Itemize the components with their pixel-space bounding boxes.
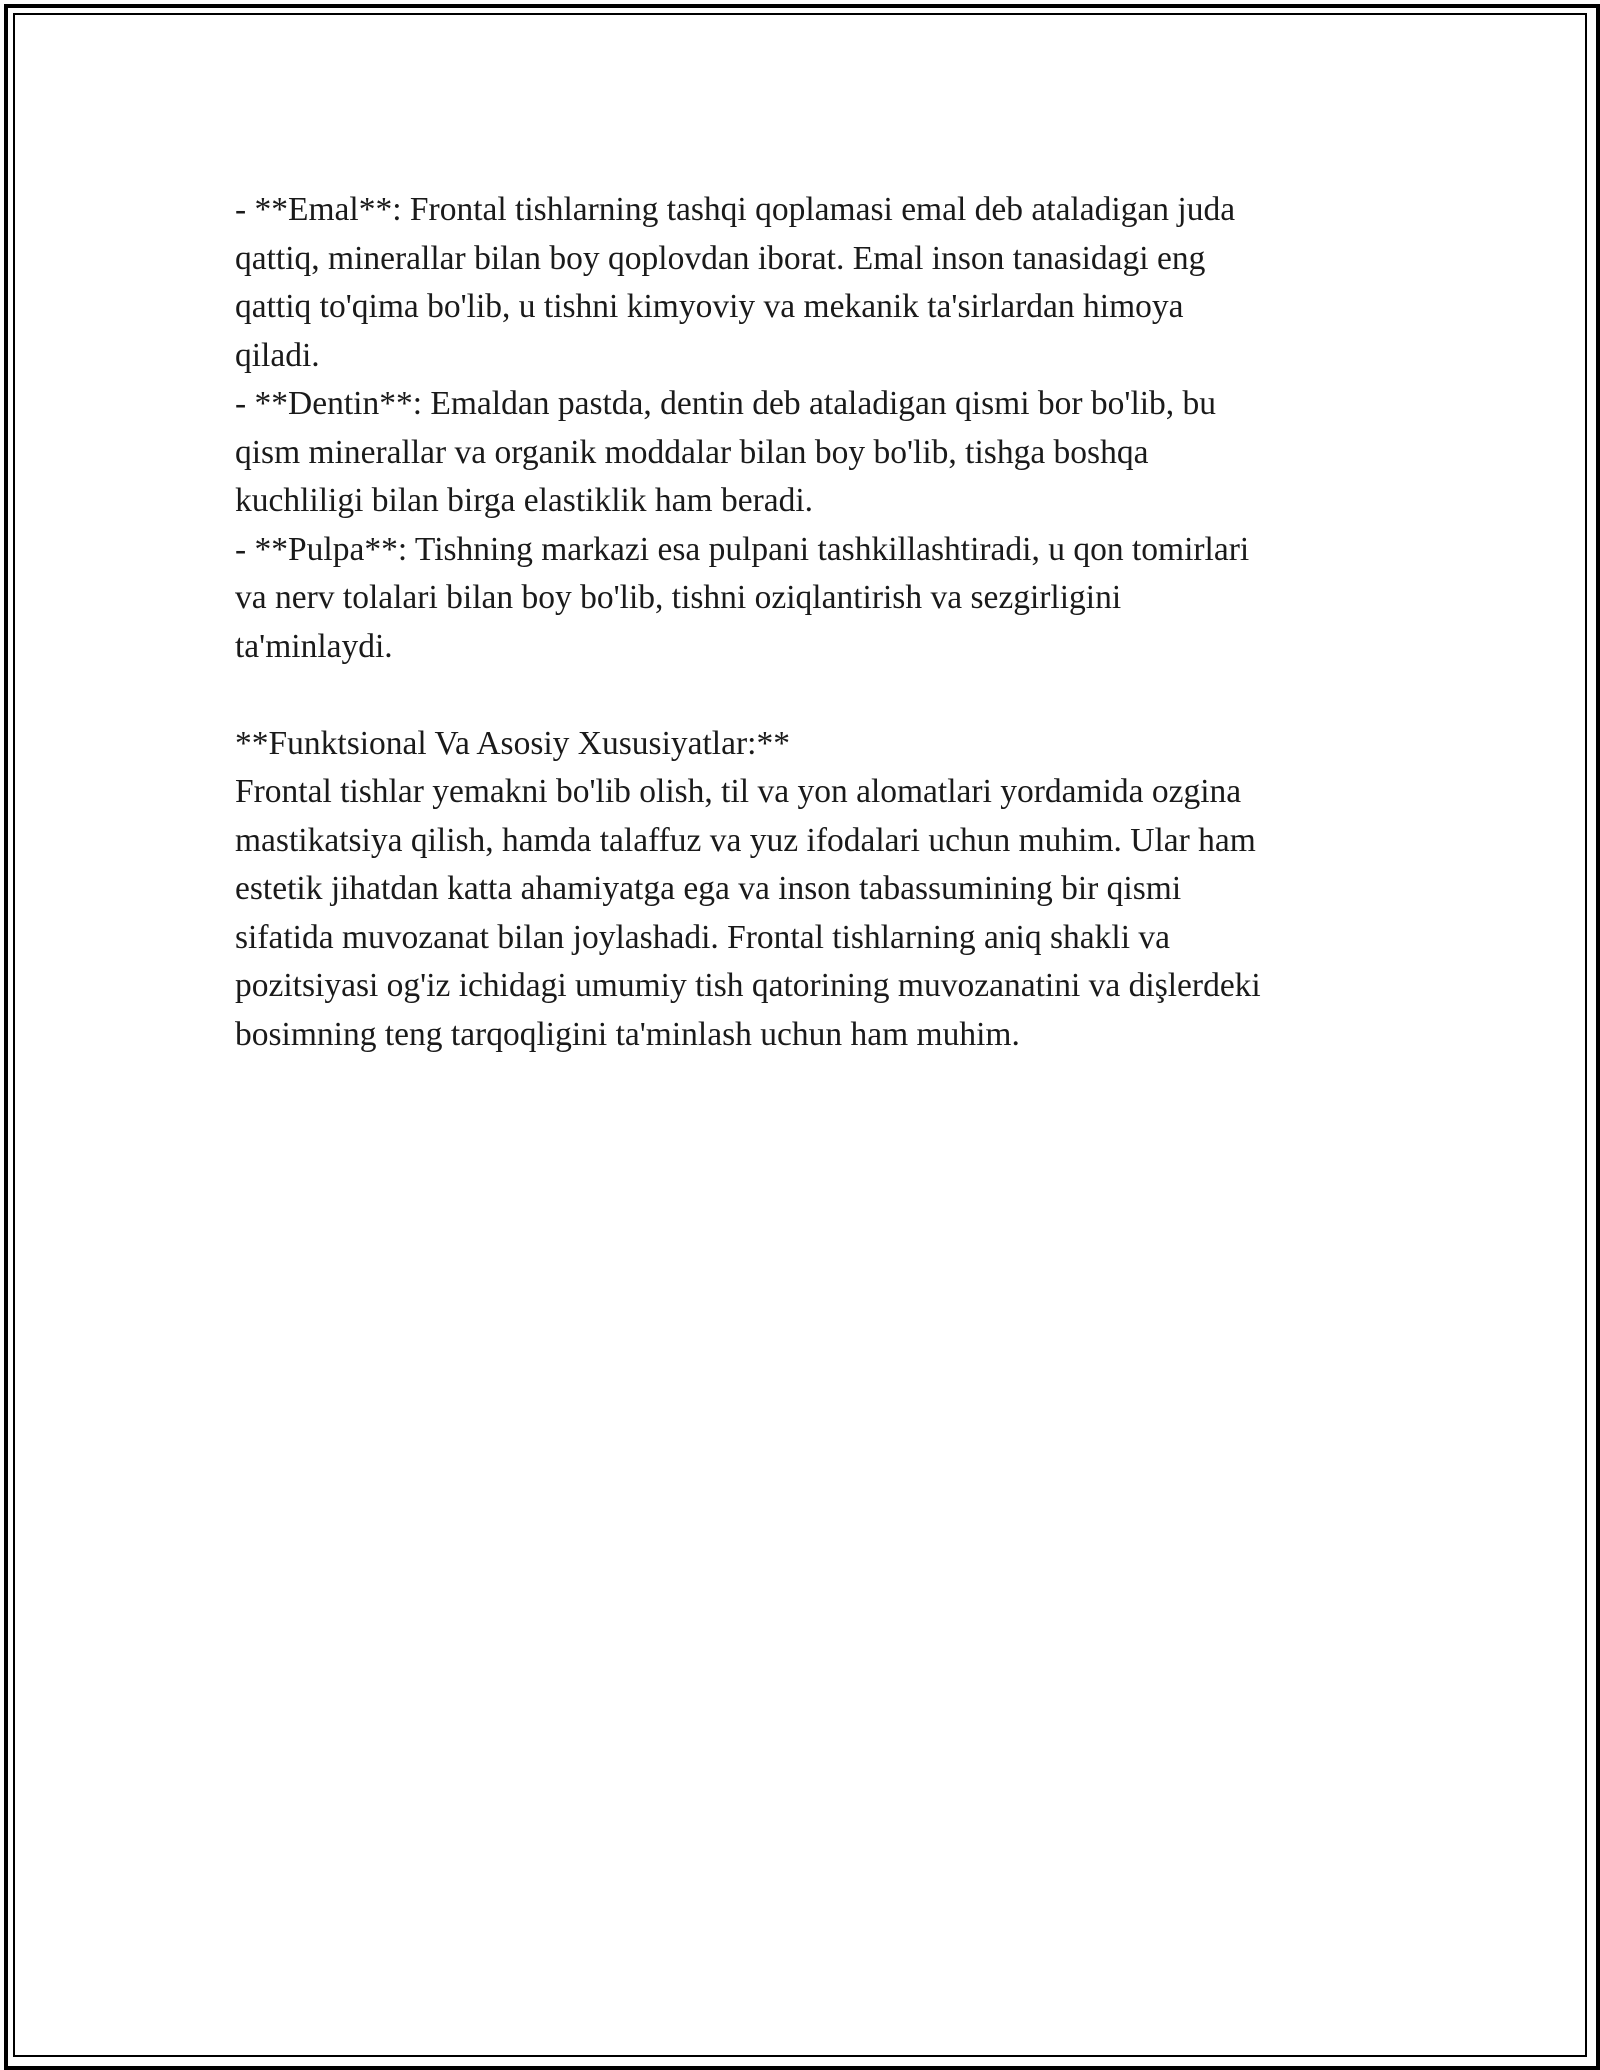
text-line: sifatida muvozanat bilan joylashadi. Frontal tishlarning aniq shakli va [235,918,1171,956]
text-line: qattiq, minerallar bilan boy qoplovdan iborat. Emal inson tanasidagi eng [235,239,1206,277]
text-line: mastikatsiya qilish, hamda talaffuz va yuz ifodalari uchun muhim. Ular ham [235,821,1256,859]
text-line: pozitsiyasi og'iz ichidagi umumiy tish qatorining muvozanatini va dişlerdeki [235,967,1261,1004]
document-body [235,186,1375,1059]
text-line: va nerv tolalari bilan boy bo'lib, tishni oziqlantirish va sezgirligini [235,579,1122,616]
text-line: Frontal tishlar yemakni bo'lib olish, til va yon alomatlari yordamida ozgina [235,773,1242,810]
text-line: - **Dentin**: Emaldan pastda, dentin deb ataladigan qismi bor bo'lib, bu [235,385,1217,422]
text-line: kuchliligi bilan birga elastiklik ham beradi. [235,482,814,519]
text-line: qattiq to'qima bo'lib, u tishni kimyoviy va mekanik ta'sirlardan himoya [235,288,1184,325]
text-line: ta'minlaydi. [235,627,393,665]
text-line: estetik jihatdan katta ahamiyatga ega va inson tabassumining bir qismi [235,870,1182,907]
text-line: qism minerallar va organik moddalar bilan boy bo'lib, tishga boshqa [235,433,1149,471]
text-line: qiladi. [235,336,320,374]
section-heading: **Funktsional Va Asosiy Xususiyatlar:** [235,724,790,762]
text-line: bosimning teng tarqoqligini ta'minlash uchun ham muhim. [235,1015,1020,1053]
text-line: - **Emal**: Frontal tishlarning tashqi qoplamasi emal deb ataladigan juda [235,191,1236,228]
anatomy-section [235,186,1375,671]
functional-section [235,720,1375,1060]
text-line: - **Pulpa**: Tishning markazi esa pulpani tashkillashtiradi, u qon tomirlari [235,530,1250,568]
